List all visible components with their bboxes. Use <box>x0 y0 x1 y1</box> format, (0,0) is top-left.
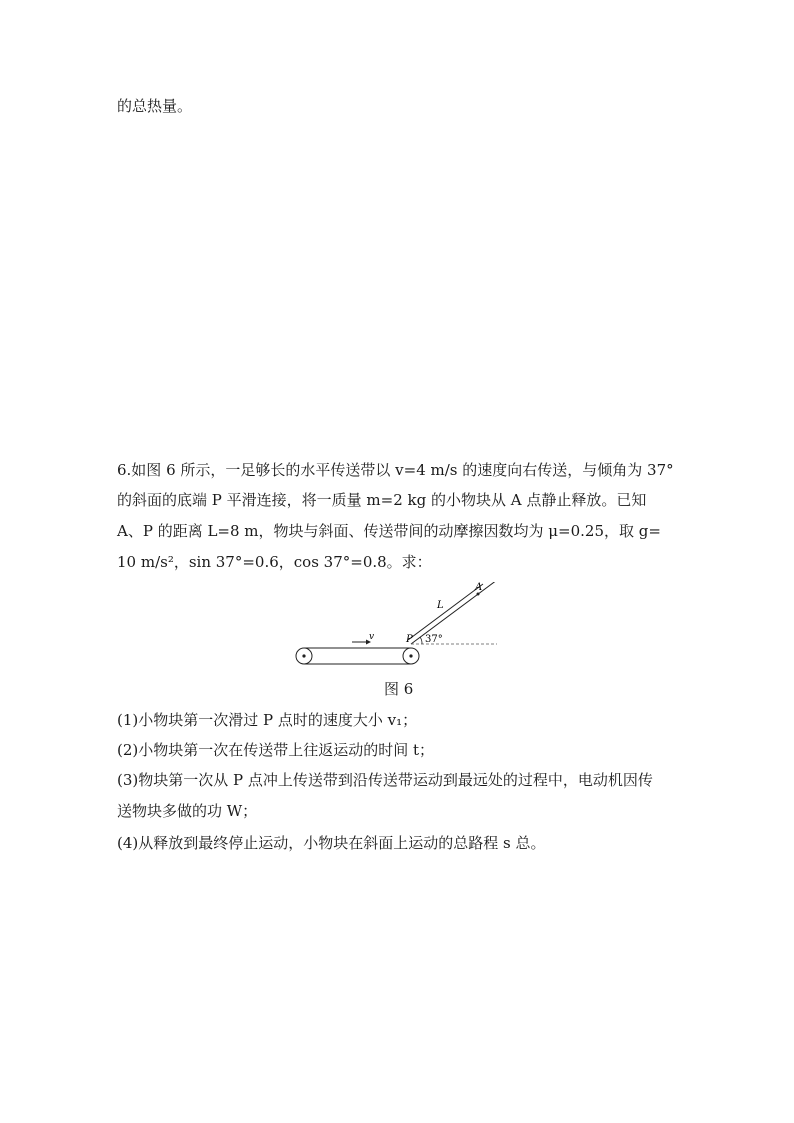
conveyor-incline-figure <box>290 582 510 672</box>
question-2: (2)小物块第一次在传送带上往返运动的时间 t； <box>117 741 435 759</box>
problem-line-3: A、P 的距离 L=8 m，物块与斜面、传送带间的动摩擦因数均为 μ=0.25，取 g= <box>117 522 661 540</box>
problem-line-2: 的斜面的底端 P 平滑连接，将一质量 m=2 kg 的小物块从 A 点静止释放。已知 <box>117 491 647 509</box>
label-l: L <box>437 600 444 611</box>
problem-line-4: 10 m/s²，sin 37°=0.6，cos 37°=0.8。求： <box>117 553 432 571</box>
question-3: (3)物块第一次从 P 点冲上传送带到沿传送带运动到最远处的过程中，电动机因传 <box>117 771 653 789</box>
question-1: (1)小物块第一次滑过 P 点时的速度大小 v₁； <box>117 711 418 729</box>
incline-upper <box>411 582 497 644</box>
figure-caption: 图 6 <box>384 680 414 698</box>
top-fragment: 的总热量。 <box>117 97 193 115</box>
label-v: v <box>369 632 375 642</box>
incline-lower <box>408 584 483 640</box>
problem-line-1: 6.如图 6 所示，一足够长的水平传送带以 v=4 m/s 的速度向右传送，与倾角为 37° <box>117 461 674 479</box>
angle-arc <box>420 637 422 644</box>
question-4: (4)从释放到最终停止运动，小物块在斜面上运动的总路程 s 总。 <box>117 834 546 852</box>
label-angle: 37° <box>425 634 443 645</box>
label-a: A <box>475 582 483 593</box>
question-3-cont: 送物块多做的功 W； <box>117 802 258 820</box>
label-p: P <box>406 634 413 645</box>
